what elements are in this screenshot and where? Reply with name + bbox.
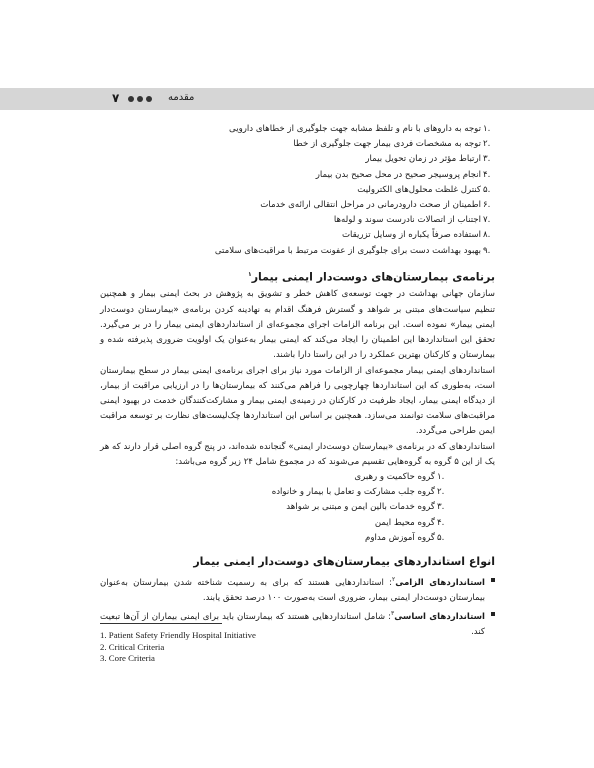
page-body bbox=[100, 122, 495, 640]
list-item-number: .۷ bbox=[483, 215, 491, 226]
list-item-number: .۳ bbox=[437, 502, 445, 513]
list-item-text: گروه حاکمیت و رهبری bbox=[354, 471, 435, 482]
list-item-text: انجام پروسیجر صحیح در محل صحیح بدن بیمار bbox=[315, 169, 481, 180]
list-item bbox=[100, 168, 491, 183]
list-item-number: .۴ bbox=[483, 169, 491, 180]
list-item bbox=[100, 137, 491, 152]
section-heading-program: برنامه‌ی بیمارستان‌های دوست‌دار ایمنی بیمار$^۱$ bbox=[248, 270, 495, 284]
footnote-marker: ۳ bbox=[390, 610, 395, 618]
list-item-text: گروه خدمات بالین ایمن و مبتنی بر شواهد bbox=[286, 502, 435, 513]
list-item-text: توجه به مشخصات فردی بیمار جهت جلوگیری از خطا bbox=[293, 139, 481, 150]
list-item bbox=[100, 213, 491, 228]
list-item-text: استفاده صرفاً یکباره از وسایل تزریقات bbox=[341, 230, 481, 241]
footnote-marker: ۲ bbox=[392, 575, 396, 583]
list-item-text: گروه آموزش مداوم bbox=[365, 532, 435, 543]
list-item bbox=[100, 531, 445, 546]
list-item bbox=[100, 183, 491, 198]
list-item-number: .۶ bbox=[483, 200, 491, 211]
footnote-item: 3. Core Criteria bbox=[100, 653, 155, 663]
list-item bbox=[100, 198, 491, 213]
list-item-number: .۹ bbox=[483, 245, 491, 256]
page-number: ۷ bbox=[112, 91, 120, 105]
list-item-number: .۲ bbox=[483, 139, 491, 150]
paragraph: سازمان جهانی بهداشت در جهت توسعه‌ی کاهش خطر و تشویق به پژوهش در بحث ایمنی بیمار و همچنین تنظیم سیاست‌های مبتنی بر شواهد و گسترش فرهنگ اقدام به نهادینه کردن برنامه‌ی «بیمارستان دوست‌دار ایمنی بیمار» نموده است. این برنامه الزامات اجرای مجموعه‌ای از استانداردهای ایمنی بیمار را در بر می‌گیرد. تحقق این استانداردها این اطمینان را ایجاد می‌کند که ایمنی بیمار به‌عنوان یک اولویت ضروری پذیرفته شده و بیمارستان و کارکنان بهترین عملکرد را در این راستا دارا باشند. bbox=[100, 289, 495, 361]
groups-numbered-list bbox=[100, 470, 495, 546]
list-item-number: .۱ bbox=[437, 471, 445, 482]
list-item-number: .۱ bbox=[483, 124, 491, 134]
list-item bbox=[100, 152, 491, 167]
list-item-text: کنترل غلظت محلول‌های الکترولیت bbox=[357, 184, 481, 195]
list-item bbox=[100, 122, 491, 137]
list-item-text: اجتناب از اتصالات نادرست سوند و لوله‌ها bbox=[333, 215, 481, 226]
list-item-text: گروه جلب مشارکت و تعامل با بیمار و خانواده bbox=[271, 487, 435, 498]
list-item bbox=[100, 500, 445, 515]
standard-type-term: استانداردهای اساسی bbox=[394, 612, 485, 623]
list-item-number: .۵ bbox=[437, 532, 445, 543]
standard-type-item bbox=[100, 572, 485, 606]
running-header-title: مقدمه bbox=[168, 92, 195, 103]
list-item-number: .۲ bbox=[437, 487, 445, 498]
list-item bbox=[100, 516, 445, 531]
list-item-number: .۳ bbox=[483, 154, 491, 165]
list-item bbox=[100, 228, 491, 243]
paragraph: استانداردهای که در برنامه‌ی «بیمارستان دوست‌دار ایمنی» گنجانده شده‌اند، در پنج گروه اصلی قرار دارند که هر یک از این ۵ گروه به گروه‌هایی تقسیم می‌شوند که در مجموع شامل ۲۴ زیر گروه می‌باشد: bbox=[100, 441, 495, 467]
list-item-number: .۴ bbox=[437, 517, 445, 528]
list-item-text: اطمینان از صحت دارودرمانی در مراحل انتقالی ارائه‌ی خدمات bbox=[260, 200, 481, 211]
intro-numbered-list bbox=[100, 122, 495, 259]
list-item bbox=[100, 485, 445, 500]
standard-type-description: : استانداردهایی هستند که برای به رسمیت شناخته شدن بیمارستان به‌عنوان بیمارستان دوست‌دار ایمنی بیمار، ضروری است به‌صورت ۱۰۰ درصد تحقق یابند. bbox=[100, 577, 485, 603]
section-heading-standard-types: انواع استانداردهای بیمارستان‌های دوست‌دار ایمنی بیمار bbox=[193, 554, 495, 568]
footnotes bbox=[100, 630, 400, 665]
running-header-bar bbox=[0, 88, 594, 110]
footnote-item: 2. Critical Criteria bbox=[100, 641, 165, 652]
list-item-text: بهبود بهداشت دست برای جلوگیری از عفونت مرتبط با مراقبت‌های سلامتی bbox=[214, 245, 481, 256]
header-dots-decoration bbox=[128, 96, 152, 102]
list-item-text: توجه به داروهای با نام و تلفظ مشابه جهت جلوگیری از خطاهای دارویی bbox=[229, 124, 481, 134]
list-item-number: .۵ bbox=[483, 184, 491, 195]
list-item-text: گروه محیط ایمن bbox=[374, 517, 435, 528]
footnote-divider bbox=[100, 623, 222, 624]
list-item bbox=[100, 470, 445, 485]
paragraph: استانداردهای ایمنی بیمار مجموعه‌ای از الزامات مورد نیاز برای اجرای برنامه‌ی ایمنی بیمار در سطح بیمارستان است، به‌طوری که این استانداردها چهارچوبی را فراهم می‌کنند که بیمارستان‌ها را در ارزیابی مراقبت از بیمار، از دیدگاه ایمنی بیمار، ایجاد ظرفیت در کارکنان در زمینه‌ی ایمنی بیمار و مشارکت‌کنندگان خدمت در بهبود ایمنی مراقبت‌های سلامت توانمند می‌سازد. همچنین بر اساس این استانداردها چک‌لیست‌های نظارت بر توسعه مراقبت ایمن طراحی می‌گردد. bbox=[100, 365, 495, 437]
standard-type-term: استانداردهای الزامی bbox=[395, 577, 485, 588]
standard-type-description: : شامل استانداردهایی هستند که بیمارستان باید برای ایمنی بیماران از آن‌ها تبعیت کند. bbox=[100, 612, 485, 638]
list-item-number: .۸ bbox=[483, 230, 491, 241]
list-item bbox=[100, 244, 491, 259]
list-item-text: ارتباط مؤثر در زمان تحویل بیمار bbox=[365, 154, 481, 165]
footnote-item: 1. Patient Safety Friendly Hospital Initiative bbox=[100, 630, 256, 640]
